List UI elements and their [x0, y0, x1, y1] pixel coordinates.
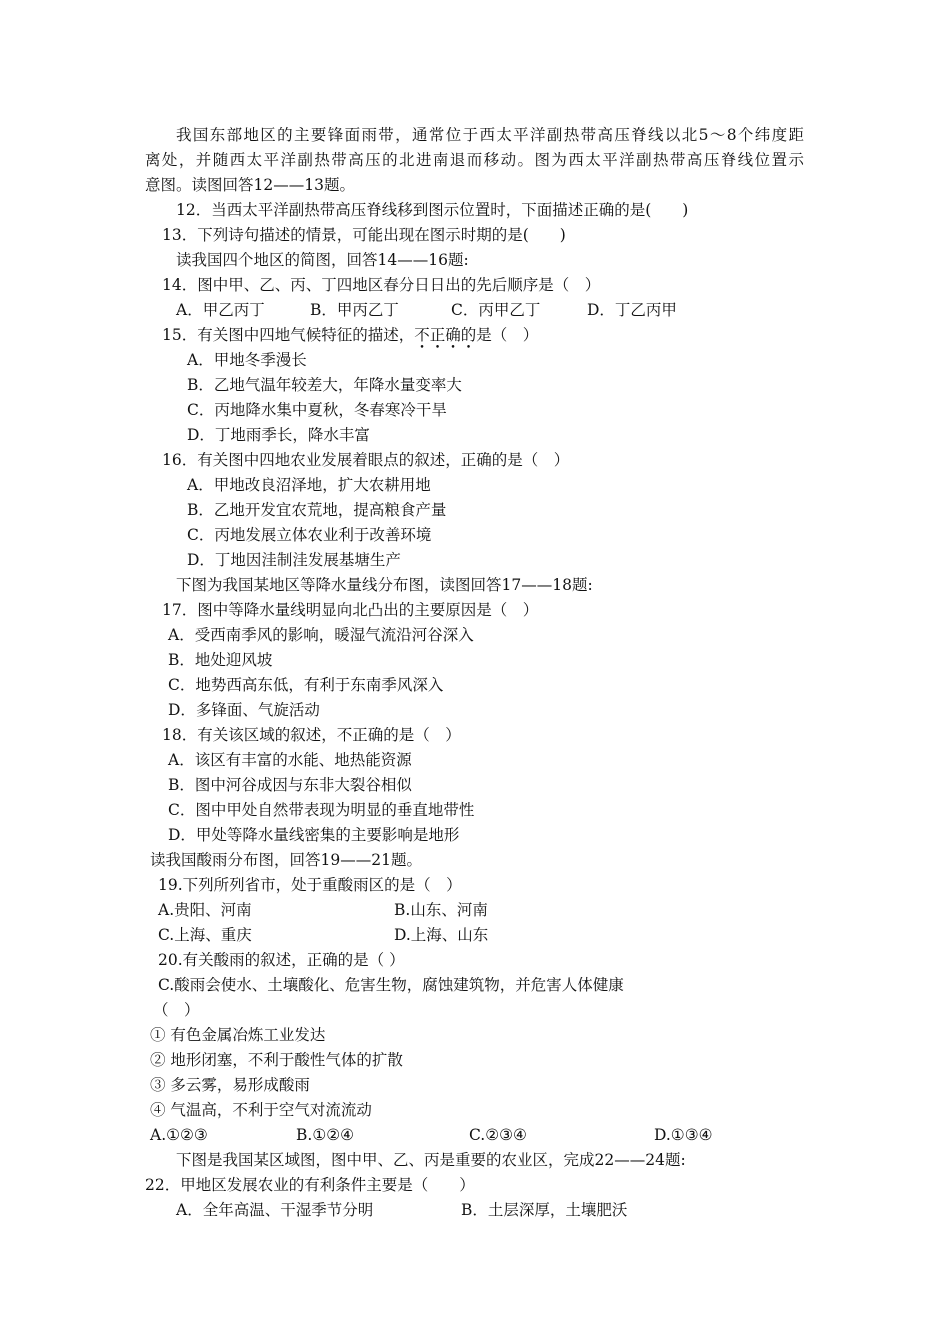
intro-14-16: 读我国四个地区的简图，回答14——16题: — [176, 251, 469, 269]
question-17-option-d: D．多锋面、气旋活动 — [168, 701, 320, 719]
question-17-option-b: B．地处迎风坡 — [168, 651, 273, 669]
combo-option-b: B.①②④ — [296, 1126, 355, 1144]
question-13: 13．下列诗句描述的情景，可能出现在图示时期的是( ) — [162, 226, 566, 244]
question-14-option-b: B．甲丙乙丁 — [310, 301, 399, 319]
question-15-stem — [162, 325, 538, 345]
answer-bracket: （ ） — [153, 1001, 200, 1019]
question-20-option-c: C.酸雨会使水、土壤酸化、危害生物，腐蚀建筑物，并危害人体健康 — [158, 976, 624, 994]
question-15-option-c: C．丙地降水集中夏秋，冬春寒冷干旱 — [187, 401, 447, 419]
question-19-option-b: B.山东、河南 — [394, 901, 488, 919]
question-16-stem: 16．有关图中四地农业发展着眼点的叙述，正确的是（ ） — [162, 451, 570, 469]
emphasis-char: 确 — [445, 326, 461, 344]
question-18-option-b: B．图中河谷成因与东非大裂谷相似 — [168, 776, 412, 794]
question-19-option-a: A.贵阳、河南 — [158, 901, 252, 919]
question-12: 12．当西太平洋副热带高压脊线移到图示位置时，下面描述正确的是( ) — [176, 201, 689, 219]
question-15-option-b: B．乙地气温年较差大，年降水量变率大 — [187, 376, 462, 394]
statement-4: ④ 气温高，不利于空气对流流动 — [150, 1101, 372, 1119]
question-22-stem: 22．甲地区发展农业的有利条件主要是（ ） — [145, 1176, 475, 1194]
question-17-option-c: C．地势西高东低，有利于东南季风深入 — [168, 676, 444, 694]
statement-1: ① 有色金属冶炼工业发达 — [150, 1026, 326, 1044]
intro-line-1: 我国东部地区的主要锋面雨带，通常位于西太平洋副热带高压脊线以北5～8个纬度距 — [176, 126, 804, 144]
question-17-stem: 17．图中等降水量线明显向北凸出的主要原因是（ ） — [162, 601, 539, 619]
question-19-stem: 19.下列所列省市，处于重酸雨区的是（ ） — [158, 876, 462, 894]
combo-option-d: D.①③④ — [654, 1126, 713, 1144]
intro-17-18: 下图为我国某地区等降水量线分布图，读图回答17——18题: — [176, 576, 593, 594]
question-16-option-c: C．丙地发展立体农业利于改善环境 — [187, 526, 432, 544]
emphasis-char: 正 — [429, 326, 446, 344]
question-20-stem: 20.有关酸雨的叙述，正确的是（ ） — [158, 951, 405, 969]
combo-option-c: C.②③④ — [469, 1126, 527, 1144]
question-19-option-c: C.上海、重庆 — [158, 926, 252, 944]
question-18-option-a: A．该区有丰富的水能、地热能资源 — [168, 751, 412, 769]
question-15-option-a: A．甲地冬季漫长 — [187, 351, 307, 369]
question-14-option-d: D．丁乙丙甲 — [587, 301, 677, 319]
statement-3: ③ 多云雾，易形成酸雨 — [150, 1076, 310, 1094]
question-18-option-d: D．甲处等降水量线密集的主要影响是地形 — [168, 826, 460, 844]
question-14-stem: 14．图中甲、乙、丙、丁四地区春分日日出的先后顺序是（ ） — [162, 276, 601, 294]
question-15-stem-post: 是（ ） — [476, 326, 539, 344]
question-16-option-a: A．甲地改良沼泽地，扩大农耕用地 — [187, 476, 431, 494]
question-18-option-c: C．图中甲处自然带表现为明显的垂直地带性 — [168, 801, 475, 819]
question-19-option-d: D.上海、山东 — [394, 926, 489, 944]
emphasis-char: 不 — [414, 326, 430, 344]
intro-line-2: 离处，并随西太平洋副热带高压的北进南退而移动。图为西太平洋副热带高压脊线位置示 — [145, 151, 804, 169]
intro-19-21: 读我国酸雨分布图，回答19——21题。 — [150, 851, 422, 869]
question-18-stem: 18．有关该区域的叙述，不正确的是（ ） — [162, 726, 461, 744]
combo-option-a: A.①②③ — [150, 1126, 208, 1144]
question-22-option-b: B．土层深厚，土壤肥沃 — [461, 1201, 628, 1219]
emphasis-char: 的 — [460, 326, 477, 344]
question-15-option-d: D．丁地雨季长，降水丰富 — [187, 426, 370, 444]
statement-2: ② 地形闭塞，不利于酸性气体的扩散 — [150, 1051, 403, 1069]
question-17-option-a: A．受西南季风的影响，暖湿气流沿河谷深入 — [168, 626, 474, 644]
question-16-option-d: D．丁地因洼制洼发展基塘生产 — [187, 551, 401, 569]
question-16-option-b: B．乙地开发宜农荒地，提高粮食产量 — [187, 501, 447, 519]
question-14-option-c: C．丙甲乙丁 — [451, 301, 541, 319]
emphasis-not-correct — [414, 326, 476, 344]
question-22-option-a: A．全年高温、干湿季节分明 — [176, 1201, 374, 1219]
intro-22-24: 下图是我国某区域图，图中甲、乙、丙是重要的农业区，完成22——24题: — [176, 1151, 686, 1169]
question-14-option-a: A．甲乙丙丁 — [176, 301, 265, 319]
intro-line-3: 意图。读图回答12——13题。 — [145, 176, 355, 194]
question-15-stem-pre: 15．有关图中四地气候特征的描述， — [162, 326, 415, 344]
